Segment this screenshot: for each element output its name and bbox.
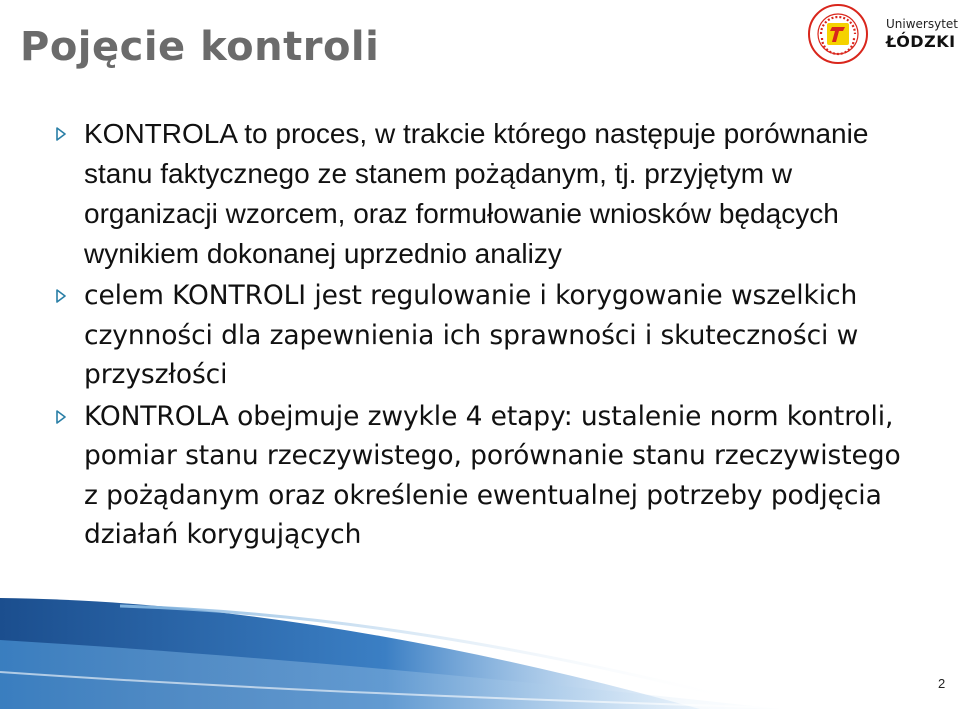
university-name-line2: ŁÓDZKI bbox=[886, 32, 956, 51]
page-number: 2 bbox=[938, 676, 946, 691]
bullet-text: KONTROLA to proces, w trakcie którego następuje porównanie stanu faktycznego ze stanem pożądanym, tj. przyjętym w organizacji wzorcem, oraz formułowanie wniosków będących wynikiem dokonanej uprzednio analizy bbox=[84, 118, 869, 269]
university-logo bbox=[808, 4, 958, 68]
university-name bbox=[886, 16, 958, 52]
triangle-right-icon bbox=[56, 127, 66, 141]
bullet-list bbox=[52, 114, 922, 557]
bullet-item bbox=[52, 276, 922, 395]
university-name-line1: Uniwersytet bbox=[886, 17, 958, 31]
university-seal-icon bbox=[808, 4, 868, 64]
triangle-right-icon bbox=[56, 289, 66, 303]
bullet-text: KONTROLA obejmuje zwykle 4 etapy: ustalenie norm kontroli, pomiar stanu rzeczywistego, porównanie stanu rzeczywistego z pożądanym oraz określenie ewentualnej potrzeby podjęcia działań korygujących bbox=[84, 400, 901, 550]
triangle-right-icon bbox=[56, 410, 66, 424]
bullet-text: celem KONTROLI jest regulowanie i korygowanie wszelkich czynności dla zapewnienia ich sprawności i skuteczności w przyszłości bbox=[84, 280, 859, 390]
bullet-item bbox=[52, 397, 922, 555]
slide-title: Pojęcie kontroli bbox=[20, 24, 380, 70]
bullet-item bbox=[52, 114, 922, 274]
